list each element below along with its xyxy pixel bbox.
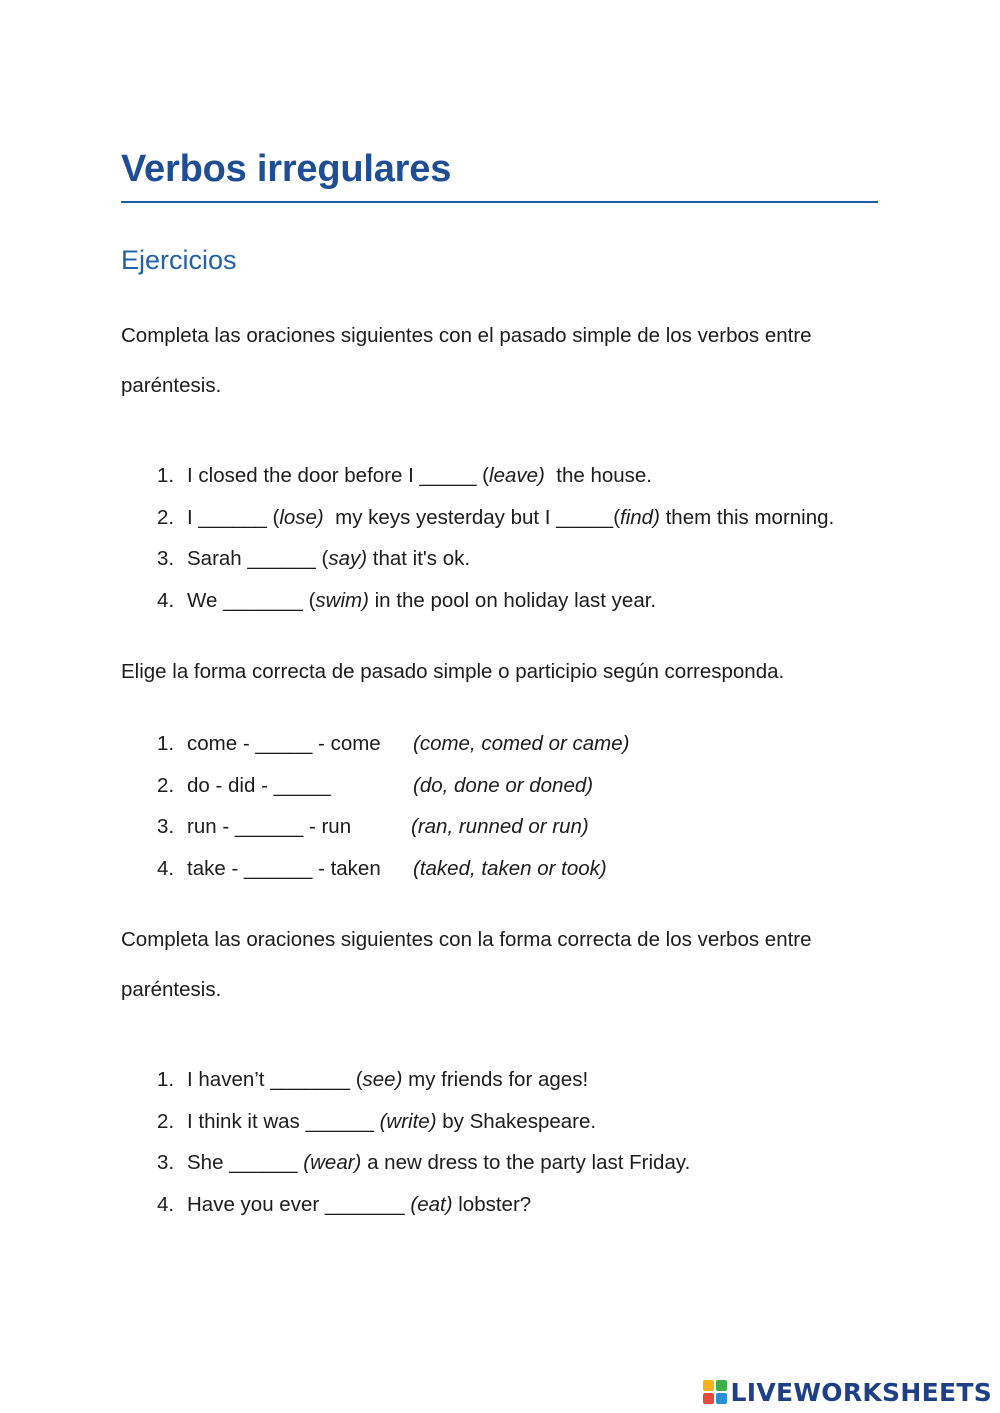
page-title: Verbos irregulares [121, 148, 452, 190]
verb-hint: leave) [489, 464, 545, 487]
item-number: 4. [157, 588, 175, 612]
item-number: 1. [157, 1068, 175, 1091]
item-number: 4. [157, 856, 175, 880]
item-sentence: She ______ (wear) a new dress to the party last Friday. [187, 1151, 691, 1174]
list-item [121, 806, 881, 848]
exercise3-instruction: Completa las oraciones siguientes con la forma correcta de los verbos entre paréntesis. [121, 928, 812, 1001]
item-sentence: Have you ever _______ (eat) lobster? [187, 1192, 532, 1216]
item-sentence: We _______ (swim) in the pool on holiday last year. [187, 588, 657, 612]
item-options: (do, done or doned) [413, 773, 594, 797]
section-heading: Ejercicios [121, 245, 237, 275]
item-sentence: I think it was ______ (write) by Shakespeare. [187, 1109, 597, 1133]
item-number: 2. [157, 1109, 175, 1133]
list-item [121, 848, 881, 890]
logo-blocks-icon [703, 1380, 727, 1404]
item-number: 2. [157, 505, 175, 529]
title-divider [121, 201, 878, 203]
item-verb-forms: come - _____ - come [187, 732, 381, 755]
verb-hint: (eat) [410, 1192, 453, 1216]
verb-hint: lose) [279, 505, 324, 529]
list-item [121, 723, 881, 765]
verb-hint: (write) [379, 1109, 437, 1133]
item-verb-forms: take - ______ - taken [187, 856, 381, 880]
item-number: 1. [157, 464, 175, 487]
item-verb-forms: do - did - _____ [187, 773, 331, 797]
item-number: 4. [157, 1192, 175, 1216]
item-options: (ran, runned or run) [411, 815, 589, 838]
exercise2-instruction: Elige la forma correcta de pasado simple o participio según corresponda. [121, 660, 785, 683]
item-sentence: I ______ (lose) my keys yesterday but I _____(find) them this morning. [187, 505, 835, 529]
item-sentence: Sarah ______ (say) that it's ok. [187, 547, 471, 570]
item-number: 3. [157, 547, 175, 570]
liveworksheets-logo [703, 1377, 992, 1407]
exercise2-list [121, 723, 881, 889]
item-number: 3. [157, 815, 175, 838]
item-options: (come, comed or came) [413, 732, 630, 755]
verb-hint: find) [620, 505, 660, 529]
item-options: (taked, taken or took) [413, 856, 607, 880]
item-sentence: I haven’t _______ (see) my friends for ages! [187, 1068, 589, 1091]
item-number: 1. [157, 732, 175, 755]
item-number: 3. [157, 1151, 175, 1174]
verb-hint: (wear) [303, 1151, 362, 1174]
exercise1-instruction: Completa las oraciones siguientes con el pasado simple de los verbos entre paréntesis. [121, 324, 812, 397]
item-number: 2. [157, 773, 175, 797]
item-sentence: I closed the door before I _____ (leave) the house. [187, 464, 652, 487]
verb-hint: see) [362, 1068, 403, 1091]
verb-hint: swim) [315, 588, 369, 612]
item-verb-forms: run - ______ - run [187, 815, 352, 838]
list-item [121, 765, 881, 807]
verb-hint: say) [328, 547, 368, 570]
logo-text: LIVEWORKSHEETS [730, 1377, 992, 1407]
